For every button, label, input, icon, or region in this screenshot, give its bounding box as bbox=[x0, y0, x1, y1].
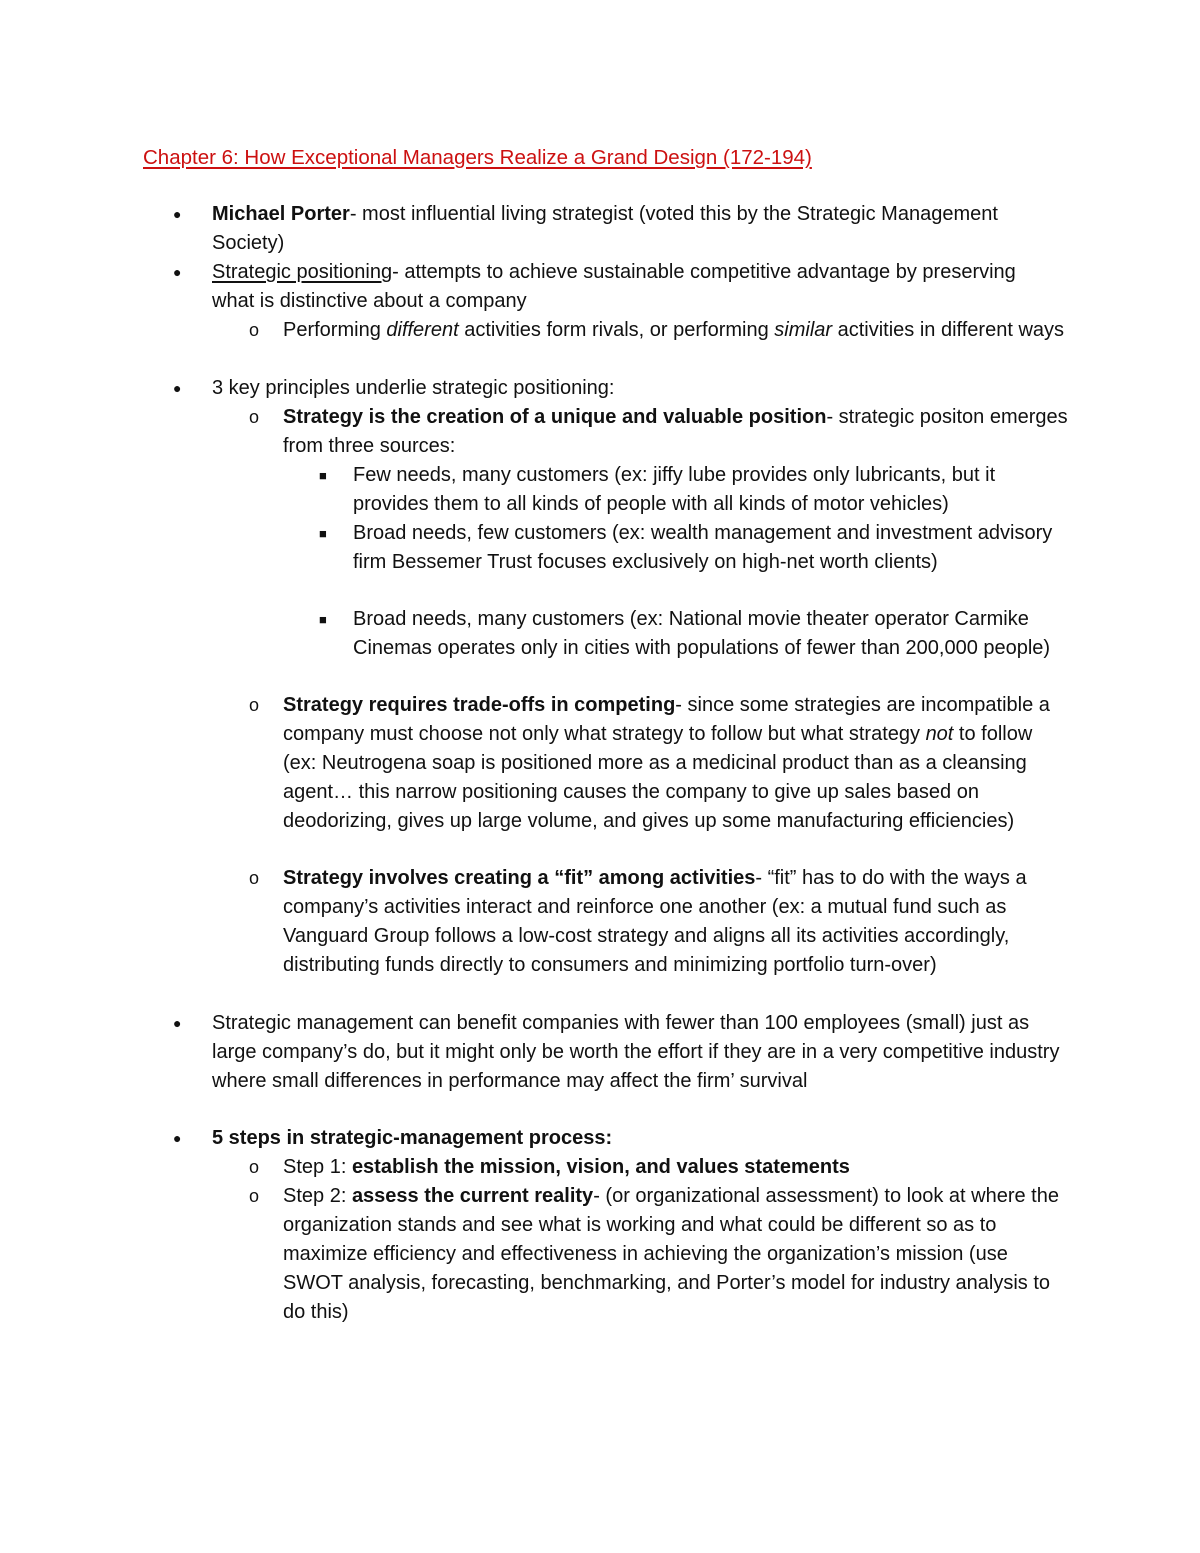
bullet-icon: ● bbox=[173, 206, 182, 222]
list-item bbox=[249, 403, 1068, 461]
list-item bbox=[249, 864, 1068, 980]
item-text: Step 1: bbox=[283, 1156, 352, 1178]
bullet-icon: ● bbox=[173, 380, 182, 396]
list-item bbox=[249, 1182, 1068, 1327]
item-text: establish the mission, vision, and values statements bbox=[351, 1156, 850, 1178]
item-text: activities in different ways bbox=[832, 319, 1065, 341]
list-item bbox=[173, 258, 1062, 316]
item-text: Performing bbox=[283, 319, 387, 341]
bullet-icon: ● bbox=[173, 264, 182, 280]
list-item bbox=[173, 374, 1062, 403]
list-item bbox=[173, 1009, 1062, 1096]
item-text: Broad needs, many customers (ex: National movie theater operator Carmike Cinemas operates only in cities with populations of fewer than 200,000 people) bbox=[353, 608, 1051, 659]
item-text: Step 2: bbox=[283, 1185, 352, 1207]
item-text: 5 steps in strategic-management process: bbox=[212, 1127, 613, 1149]
square-bullet-icon: ■ bbox=[319, 468, 327, 483]
circle-bullet-icon: o bbox=[249, 868, 260, 888]
item-text: Strategy involves creating a “fit” among activities bbox=[283, 867, 756, 889]
chapter-title: Chapter 6: How Exceptional Managers Realize a Grand Design (172-194) bbox=[143, 146, 812, 169]
circle-bullet-icon: o bbox=[249, 695, 260, 715]
list-item bbox=[319, 519, 1068, 577]
item-text: - strategic positon emerges from three sources: bbox=[283, 406, 1068, 457]
item-text: Strategy requires trade-offs in competing bbox=[283, 694, 676, 716]
item-text: not bbox=[925, 723, 954, 745]
list-item bbox=[319, 461, 1068, 519]
list-item bbox=[173, 200, 1062, 258]
square-bullet-icon: ■ bbox=[319, 612, 327, 627]
item-text: Strategic positioning bbox=[212, 261, 393, 283]
item-text: activities form rivals, or performing bbox=[458, 319, 775, 341]
bullet-icon: ● bbox=[173, 1015, 182, 1031]
list-item bbox=[249, 316, 1068, 345]
item-text: Strategic management can benefit companies with fewer than 100 employees (small) just as large company’s do, but it might only be worth the effort if they are in a very competitive industry where small differences in performance may affect the firm’ survival bbox=[212, 1012, 1060, 1092]
list-item bbox=[173, 1124, 1062, 1153]
item-text: Broad needs, few customers (ex: wealth management and investment advisory firm Bessemer Trust focuses exclusively on high-net worth clients) bbox=[353, 522, 1053, 573]
list-item bbox=[249, 1153, 1068, 1182]
item-text: - “fit” has to do with the ways a company’s activities interact and reinforce one another (ex: a mutual fund such as Vanguard Group follows a low-cost strategy and aligns all its activities accordingly, distributing funds directly to consumers and minimizing portfolio turn-over) bbox=[283, 867, 1027, 976]
item-text: similar bbox=[774, 319, 833, 341]
item-text: - most influential living strategist (voted this by the Strategic Management Society) bbox=[212, 203, 998, 254]
item-text: - attempts to achieve sustainable competitive advantage by preserving what is distinctive about a company bbox=[212, 261, 1016, 312]
item-text: - since some strategies are incompatible a company must choose not only what strategy to follow but what strategy bbox=[283, 694, 1050, 745]
item-text: different bbox=[386, 319, 459, 341]
item-text: Few needs, many customers (ex: jiffy lube provides only lubricants, but it provides them to all kinds of people with all kinds of motor vehicles) bbox=[353, 464, 996, 515]
item-text: to follow (ex: Neutrogena soap is positioned more as a medicinal product than as a cleansing agent… this narrow positioning causes the company to give up sales based on deodorizing, gives up large volume, and gives up some manufacturing efficiencies) bbox=[283, 723, 1033, 832]
item-text: Strategy is the creation of a unique and valuable position bbox=[283, 406, 827, 428]
circle-bullet-icon: o bbox=[249, 407, 260, 427]
item-text: - (or organizational assessment) to look at where the organization stands and see what is working and what could be different so as to maximize efficiency and effectiveness in achieving the organization’s mission (use SWOT analysis, forecasting, benchmarking, and Porter’s model for industry analysis to do this) bbox=[283, 1185, 1059, 1323]
bullet-icon: ● bbox=[173, 1130, 182, 1146]
circle-bullet-icon: o bbox=[249, 1157, 260, 1177]
list-item bbox=[249, 691, 1068, 836]
circle-bullet-icon: o bbox=[249, 320, 260, 340]
square-bullet-icon: ■ bbox=[319, 526, 327, 541]
circle-bullet-icon: o bbox=[249, 1186, 260, 1206]
item-text: assess the current reality bbox=[351, 1185, 594, 1207]
list-item bbox=[319, 605, 1068, 663]
item-text: Michael Porter bbox=[212, 203, 350, 225]
item-text: 3 key principles underlie strategic positioning: bbox=[212, 377, 615, 399]
